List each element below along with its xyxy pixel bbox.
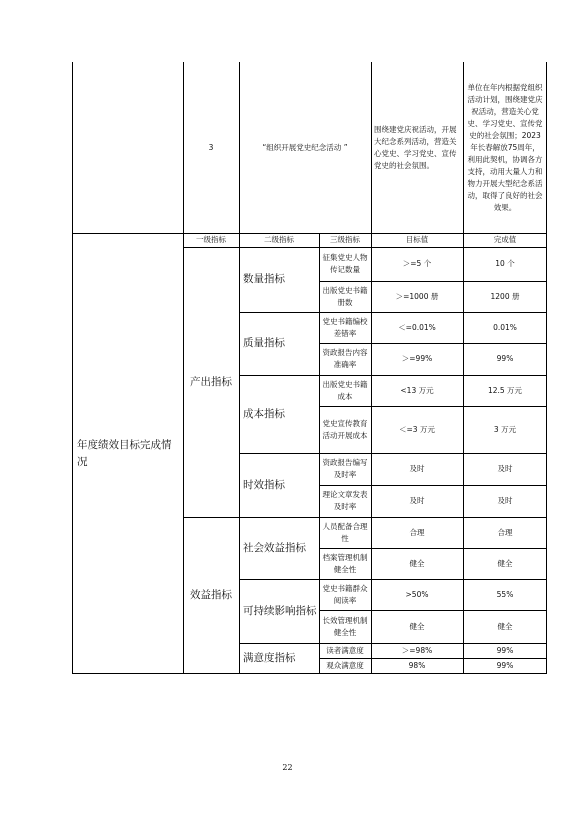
actual-cell: 健全 bbox=[497, 621, 513, 631]
grid-line bbox=[73, 233, 547, 234]
header-actual: 完成值 bbox=[493, 235, 517, 244]
actual-cell: 55% bbox=[496, 589, 514, 599]
actual-cell: 99% bbox=[496, 645, 514, 655]
target-cell: <13 万元 bbox=[400, 385, 434, 395]
target-cell: ＞=5 个 bbox=[402, 259, 432, 268]
level2-cost: 成本指标 bbox=[243, 407, 285, 420]
level2-social: 社会效益指标 bbox=[243, 541, 306, 554]
target-cell: >50% bbox=[405, 589, 429, 599]
grid-line bbox=[239, 453, 547, 454]
level3-cell: 档案管理机制健全性 bbox=[322, 552, 368, 574]
actual-cell: 健全 bbox=[497, 558, 513, 568]
actual-cell: 12.5 万元 bbox=[487, 385, 523, 395]
level3-cell: 征集党史人物传记数量 bbox=[322, 253, 368, 274]
level2-timeliness: 时效指标 bbox=[243, 478, 285, 491]
grid-line bbox=[239, 312, 547, 313]
actual-cell: 及时 bbox=[497, 464, 513, 473]
top-row-task: “组织开展党史纪念活动 ” bbox=[262, 142, 348, 152]
performance-table bbox=[72, 62, 547, 674]
grid-line bbox=[239, 62, 240, 674]
level3-cell: 资政报告内容准确率 bbox=[322, 348, 368, 369]
level3-cell: 党史书籍群众阅读率 bbox=[322, 583, 368, 605]
grid-line bbox=[183, 247, 547, 248]
level3-cell: 读者满意度 bbox=[326, 645, 364, 655]
grid-line bbox=[371, 62, 372, 674]
top-row-index: 3 bbox=[208, 142, 214, 152]
grid-line bbox=[319, 610, 547, 611]
target-cell: 及时 bbox=[409, 496, 425, 505]
level3-cell: 出版党史书籍册数 bbox=[322, 285, 368, 307]
target-cell: 健全 bbox=[409, 558, 425, 568]
target-cell: 合理 bbox=[409, 527, 425, 537]
target-cell: ＜=0.01% bbox=[398, 322, 436, 332]
level1-benefit: 效益指标 bbox=[190, 589, 232, 602]
level3-cell: 资政报告编写及时率 bbox=[322, 458, 368, 479]
page-number: 22 bbox=[282, 763, 293, 772]
grid-line bbox=[319, 343, 547, 344]
level3-cell: 党史宣传教育活动开展成本 bbox=[322, 418, 368, 440]
grid-line bbox=[183, 517, 547, 518]
target-cell: 98% bbox=[408, 661, 426, 670]
level3-cell: 人员配备合理性 bbox=[322, 521, 368, 543]
target-cell: ＜=3 万元 bbox=[399, 424, 435, 434]
target-cell: 及时 bbox=[409, 464, 425, 473]
level3-cell: 观众满意度 bbox=[326, 661, 364, 670]
target-cell: ＞=1000 册 bbox=[395, 291, 439, 301]
actual-cell: 99% bbox=[496, 354, 514, 363]
level3-cell: 理论文章发表及时率 bbox=[322, 490, 368, 511]
header-level1: 一级指标 bbox=[196, 235, 226, 244]
actual-cell: 合理 bbox=[497, 527, 513, 537]
target-cell: 健全 bbox=[409, 621, 425, 631]
actual-cell: 及时 bbox=[497, 496, 513, 505]
grid-line bbox=[239, 643, 547, 644]
header-level2: 二级指标 bbox=[264, 235, 294, 244]
grid-line bbox=[463, 62, 464, 674]
target-cell: ＞=99% bbox=[401, 354, 433, 363]
level2-quality: 质量指标 bbox=[243, 337, 285, 350]
actual-cell: 3 万元 bbox=[493, 424, 517, 434]
header-level3: 三级指标 bbox=[330, 235, 360, 244]
level2-satisfaction: 满意度指标 bbox=[243, 652, 296, 665]
level3-cell: 长效管理机制健全性 bbox=[322, 615, 368, 637]
grid-line bbox=[319, 281, 547, 282]
level3-cell: 出版党史书籍成本 bbox=[322, 379, 368, 401]
section-label: 年度绩效目标完成情况 bbox=[77, 438, 172, 468]
grid-line bbox=[239, 579, 547, 580]
level3-cell: 党史书籍编校差错率 bbox=[322, 316, 368, 338]
actual-cell: 1200 册 bbox=[490, 291, 520, 301]
grid-line bbox=[319, 406, 547, 407]
header-target: 目标值 bbox=[405, 235, 429, 244]
level1-output: 产出指标 bbox=[190, 375, 232, 388]
grid-line bbox=[319, 658, 547, 659]
actual-cell: 10 个 bbox=[495, 259, 515, 268]
grid-line bbox=[319, 548, 547, 549]
level2-quantity: 数量指标 bbox=[243, 273, 285, 286]
top-row-result: 单位在年内根据党组织活动计划，围绕建党庆祝活动，营造关心党史、学习党史、宣传党史的社会氛围；2023年长春解放75周年，利用此契机，协调各方支持，动用大量人力和物力开展大型纪念系活动，取得了良好的社会效果。 bbox=[467, 82, 543, 212]
actual-cell: 99% bbox=[496, 661, 514, 670]
level2-sustainable: 可持续影响指标 bbox=[243, 604, 317, 617]
top-row-plan: 围绕建党庆祝活动，开展大纪念系列活动，营造关心党史、学习党史、宣传党史的社会氛围。 bbox=[374, 124, 457, 170]
grid-line bbox=[183, 62, 184, 674]
grid-line bbox=[239, 375, 547, 376]
target-cell: ＞=98% bbox=[401, 645, 433, 655]
grid-line bbox=[319, 485, 547, 486]
actual-cell: 0.01% bbox=[493, 322, 517, 332]
